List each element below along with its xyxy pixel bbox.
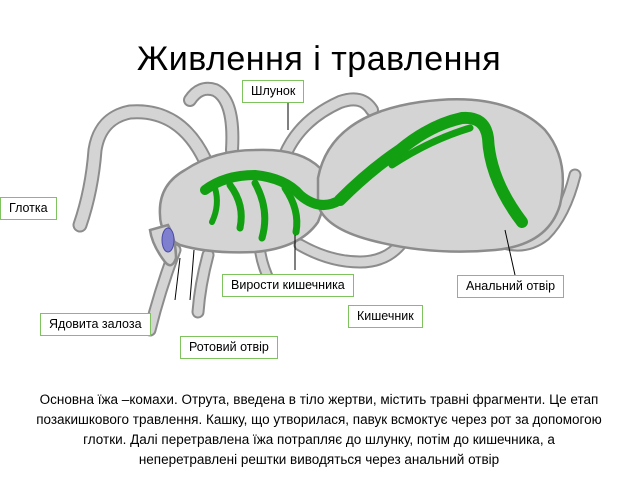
anal-opening-label: Анальний отвір: [457, 275, 564, 298]
caption-line: глотки. Далі перетравлена їжа потрапляє до шлунку, потім до кишечника, а: [83, 432, 555, 447]
intestinal-outgrowths-label: Вирости кишечника: [222, 274, 354, 297]
stomach-label: Шлунок: [242, 80, 304, 103]
description-text: [0, 390, 638, 470]
caption-line: позакишкового травлення. Кашку, що утворилася, павук всмоктує через рот за допомогою: [36, 412, 602, 427]
pharynx-label: Глотка: [0, 197, 57, 220]
page-title: Живлення і травлення: [136, 40, 502, 78]
venom-gland-shape: [162, 228, 174, 252]
mouth-opening-label: Ротовий отвір: [180, 336, 278, 359]
intestine-label: Кишечник: [348, 305, 423, 328]
caption-line: Основна їжа –комахи. Отрута, введена в тіло жертви, містить травні фрагменти. Це етап: [39, 392, 599, 407]
venom-gland-label: Ядовита залоза: [40, 313, 151, 336]
caption-line: неперетравлені рештки виводяться через анальний отвір: [138, 452, 500, 467]
